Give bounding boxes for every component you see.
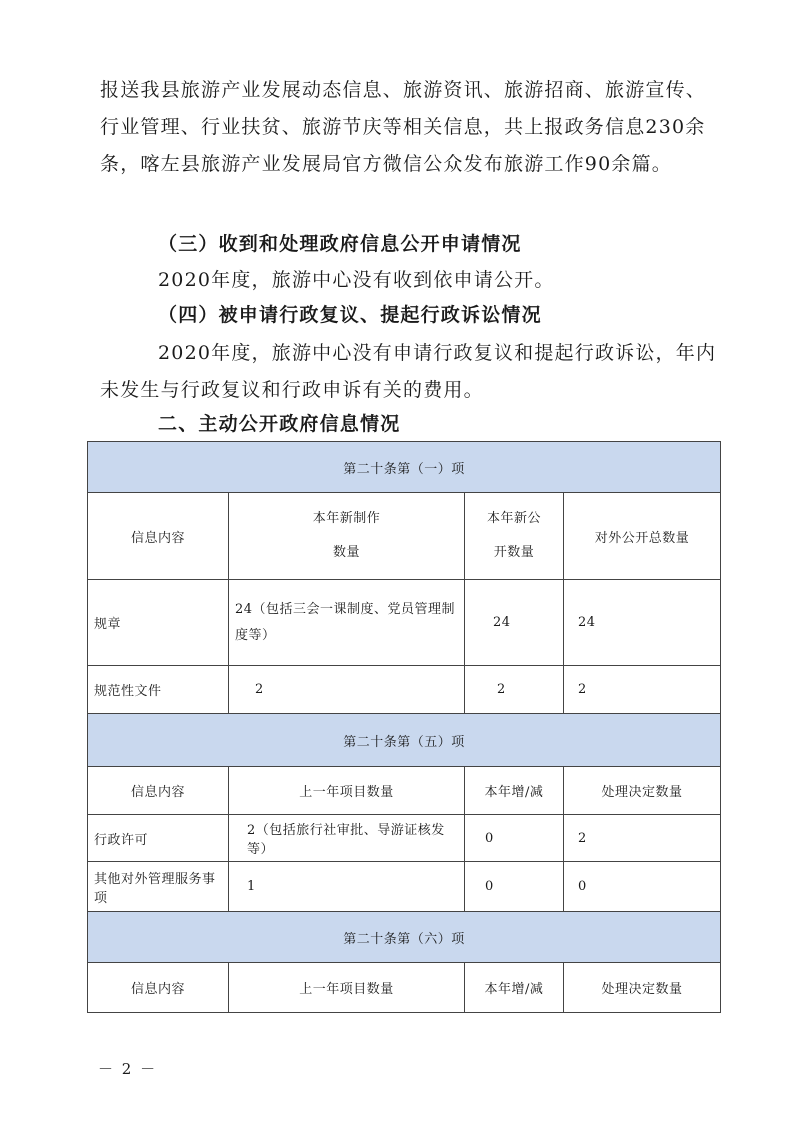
row-other-content: 其他对外管理服务事项: [88, 862, 229, 912]
row-license-content: 行政许可: [88, 815, 229, 862]
row-normative-content: 规范性文件: [88, 666, 229, 714]
row-license-prev-count: 2（包括旅行社审批、导游证核发等）: [229, 815, 465, 862]
block2-title: 第二十条第（五）项: [88, 714, 721, 767]
block2-header-row: [88, 767, 721, 815]
row-other-change: 0: [465, 862, 564, 912]
row-other-decisions: 0: [564, 862, 721, 912]
block3-header-change: 本年增/减: [465, 963, 564, 1013]
row-other-prev-count: 1: [229, 862, 465, 912]
block3-title: 第二十条第（六）项: [88, 912, 721, 963]
section4-heading: （四）被申请行政复议、提起行政诉讼情况: [158, 304, 542, 326]
block3-header-decisions: 处理决定数量: [564, 963, 721, 1013]
block2-title-row: [88, 714, 721, 767]
block2-header-prev-count: 上一年项目数量: [229, 767, 465, 815]
row-license-change: 0: [465, 815, 564, 862]
table-row: [88, 862, 721, 912]
block3-header-row: [88, 963, 721, 1013]
block1-title-row: [88, 442, 721, 493]
block1-header-content: 信息内容: [88, 493, 229, 580]
block1-header-total: 对外公开总数量: [564, 493, 721, 580]
disclosure-table: [87, 441, 721, 1013]
part2-heading: 二、主动公开政府信息情况: [158, 413, 401, 435]
block1-header-row: [88, 493, 721, 580]
block1-header-new-public: 本年新公开数量: [465, 493, 564, 580]
row-rules-content: 规章: [88, 580, 229, 666]
row-normative-new-made: 2: [229, 666, 465, 714]
row-rules-new-public: 24: [465, 580, 564, 666]
block1-title: 第二十条第（一）项: [88, 442, 721, 493]
block2-header-content: 信息内容: [88, 767, 229, 815]
section3-text: 2020年度，旅游中心没有收到依申请公开。: [158, 269, 555, 291]
block3-title-row: [88, 912, 721, 963]
row-rules-new-made: 24（包括三会一课制度、党员管理制度等）: [229, 580, 465, 666]
row-license-decisions: 2: [564, 815, 721, 862]
block2-header-change: 本年增/减: [465, 767, 564, 815]
page-number: － 2 －: [98, 1060, 158, 1078]
row-rules-total: 24: [564, 580, 721, 666]
block3-header-prev-count: 上一年项目数量: [229, 963, 465, 1013]
section4-text: 2020年度，旅游中心没有申请行政复议和提起行政诉讼，年内未发生与行政复议和行政申诉有关的费用。: [100, 342, 717, 401]
row-normative-new-public: 2: [465, 666, 564, 714]
row-normative-total: 2: [564, 666, 721, 714]
intro-paragraph: 报送我县旅游产业发展动态信息、旅游资讯、旅游招商、旅游宣传、行业管理、行业扶贫、旅游节庆等相关信息，共上报政务信息230余条，喀左县旅游产业发展局官方微信公众发布旅游工作90余篇。: [100, 79, 707, 175]
table-row: [88, 666, 721, 714]
block2-header-decisions: 处理决定数量: [564, 767, 721, 815]
table-row: [88, 815, 721, 862]
block3-header-content: 信息内容: [88, 963, 229, 1013]
table-row: [88, 580, 721, 666]
block1-header-new-made: 本年新制作数量: [229, 493, 465, 580]
section3-heading: （三）收到和处理政府信息公开申请情况: [158, 233, 522, 255]
